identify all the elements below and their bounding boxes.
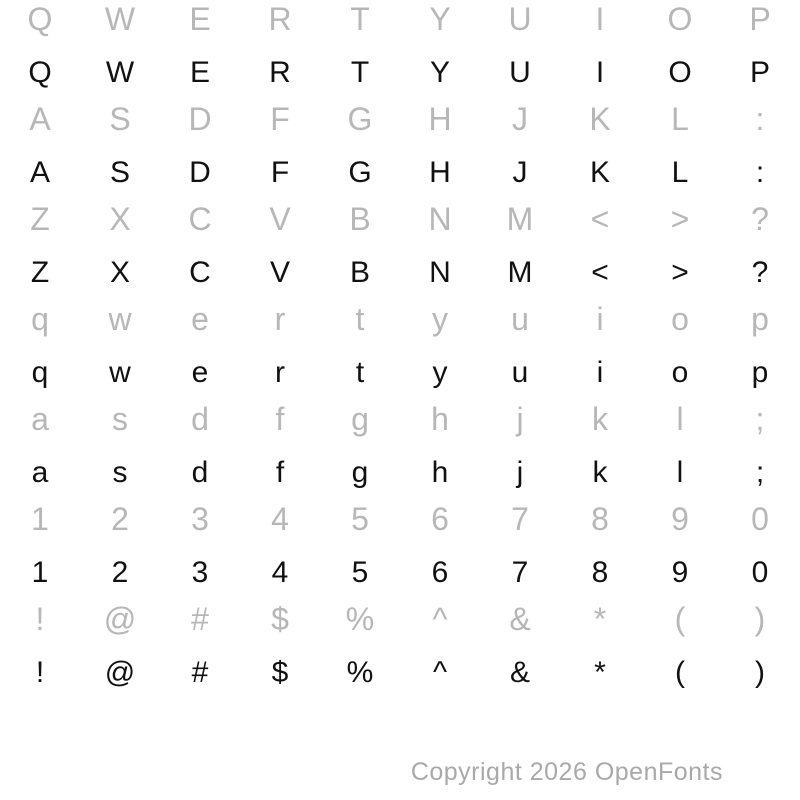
glyph-cell: M — [507, 256, 533, 289]
glyph-cell: 8 — [591, 556, 609, 589]
glyph-cell: e — [191, 356, 209, 389]
glyph-cell: * — [594, 656, 606, 689]
glyph-cell: 4 — [271, 556, 289, 589]
char-row-ghost — [0, 603, 800, 635]
glyph-cell: s — [112, 401, 128, 437]
glyph-cell: A — [29, 156, 50, 189]
glyph-cell: C — [188, 201, 212, 237]
char-row-ghost — [0, 403, 800, 435]
glyph-cell: 8 — [591, 501, 609, 537]
glyph-cell: h — [431, 401, 449, 437]
glyph-cell: p — [751, 356, 769, 389]
glyph-cell: J — [512, 101, 528, 137]
glyph-cell: D — [189, 156, 211, 189]
glyph-cell: ^ — [432, 601, 448, 637]
glyph-cell: X — [109, 201, 131, 237]
char-row-main — [0, 58, 800, 88]
glyph-cell: ) — [754, 601, 766, 637]
glyph-cell: y — [432, 356, 448, 389]
glyph-cell: @ — [103, 601, 137, 637]
glyph-cell: 9 — [671, 556, 689, 589]
glyph-cell: & — [509, 656, 530, 689]
glyph-cell: Z — [30, 201, 50, 237]
glyph-cell: U — [509, 56, 531, 89]
glyph-cell: Q — [27, 1, 53, 37]
glyph-cell: K — [589, 156, 610, 189]
glyph-cell: e — [191, 301, 209, 337]
glyph-cell: ^ — [432, 656, 448, 689]
glyph-cell: N — [428, 201, 452, 237]
glyph-cell: $ — [271, 601, 289, 637]
glyph-cell: s — [112, 456, 128, 489]
glyph-cell: f — [275, 401, 285, 437]
glyph-cell: B — [349, 256, 370, 289]
glyph-cell: < — [590, 201, 610, 237]
glyph-cell: k — [592, 401, 608, 437]
glyph-cell: ; — [755, 401, 765, 437]
glyph-cell: V — [269, 256, 290, 289]
glyph-cell: l — [676, 456, 684, 489]
glyph-cell: 7 — [511, 501, 529, 537]
glyph-cell: : — [755, 156, 765, 189]
glyph-cell: ; — [755, 456, 765, 489]
glyph-cell: D — [188, 101, 212, 137]
glyph-cell: ! — [35, 656, 45, 689]
glyph-cell: d — [191, 401, 209, 437]
char-row-main — [0, 258, 800, 288]
char-row-ghost — [0, 103, 800, 135]
glyph-cell: : — [755, 101, 765, 137]
glyph-cell: Q — [28, 56, 52, 89]
glyph-cell: % — [345, 601, 375, 637]
glyph-cell: S — [109, 101, 131, 137]
glyph-cell: a — [31, 456, 49, 489]
glyph-cell: ! — [35, 601, 45, 637]
glyph-cell: 2 — [111, 501, 129, 537]
glyph-cell: 3 — [191, 556, 209, 589]
glyph-cell: # — [191, 656, 209, 689]
glyph-cell: B — [349, 201, 371, 237]
glyph-cell: E — [189, 1, 211, 37]
glyph-cell: j — [516, 456, 524, 489]
glyph-cell: T — [350, 56, 370, 89]
glyph-cell: g — [351, 456, 369, 489]
char-row-main — [0, 158, 800, 188]
glyph-cell: 0 — [751, 501, 769, 537]
glyph-cell: 6 — [431, 556, 449, 589]
glyph-cell: l — [676, 401, 684, 437]
glyph-cell: d — [191, 456, 209, 489]
char-row-main — [0, 458, 800, 488]
glyph-cell: 9 — [671, 501, 689, 537]
glyph-cell: a — [31, 401, 49, 437]
glyph-cell: I — [595, 1, 605, 37]
glyph-cell: o — [671, 356, 689, 389]
glyph-cell: q — [31, 301, 49, 337]
glyph-cell: I — [595, 56, 605, 89]
glyph-cell: O — [668, 56, 692, 89]
glyph-cell: i — [596, 301, 604, 337]
glyph-cell: P — [749, 56, 770, 89]
glyph-cell: 1 — [31, 556, 49, 589]
glyph-cell: U — [508, 1, 532, 37]
glyph-cell: M — [506, 201, 534, 237]
glyph-cell: > — [670, 201, 690, 237]
glyph-cell: 3 — [191, 501, 209, 537]
glyph-cell: P — [749, 1, 771, 37]
glyph-cell: w — [109, 356, 131, 389]
glyph-cell: g — [351, 401, 369, 437]
glyph-cell: w — [108, 301, 132, 337]
glyph-cell: N — [429, 256, 451, 289]
glyph-cell: H — [429, 156, 451, 189]
glyph-cell: T — [350, 1, 370, 37]
copyright-text: Copyright 2026 OpenFonts — [410, 758, 723, 786]
glyph-cell: i — [596, 356, 604, 389]
glyph-cell: u — [511, 301, 529, 337]
glyph-cell: A — [29, 101, 51, 137]
glyph-cell: y — [432, 301, 448, 337]
glyph-cell: > — [671, 256, 689, 289]
glyph-cell: Y — [429, 1, 451, 37]
glyph-cell: H — [428, 101, 452, 137]
glyph-cell: 2 — [111, 556, 129, 589]
glyph-cell: # — [191, 601, 209, 637]
char-row-main — [0, 358, 800, 388]
glyph-cell: S — [109, 156, 130, 189]
glyph-cell: C — [189, 256, 211, 289]
glyph-cell: r — [274, 301, 286, 337]
glyph-cell: L — [671, 156, 689, 189]
glyph-cell: ) — [755, 656, 765, 689]
glyph-cell: R — [269, 56, 291, 89]
glyph-cell: Z — [30, 256, 50, 289]
char-row-main — [0, 658, 800, 688]
glyph-cell: ? — [751, 201, 769, 237]
glyph-cell: F — [270, 101, 290, 137]
glyph-cell: r — [275, 356, 285, 389]
glyph-cell: L — [671, 101, 689, 137]
glyph-cell: 6 — [431, 501, 449, 537]
char-row-ghost — [0, 203, 800, 235]
glyph-cell: E — [189, 56, 210, 89]
glyph-cell: f — [275, 456, 285, 489]
glyph-cell: 7 — [511, 556, 529, 589]
glyph-cell: Y — [429, 56, 450, 89]
glyph-cell: 4 — [271, 501, 289, 537]
glyph-cell: G — [348, 156, 372, 189]
glyph-cell: o — [671, 301, 689, 337]
glyph-cell: * — [593, 601, 607, 637]
glyph-cell: 1 — [31, 501, 49, 537]
glyph-cell: V — [269, 201, 291, 237]
glyph-cell: R — [268, 1, 292, 37]
glyph-cell: & — [509, 601, 531, 637]
glyph-cell: ( — [674, 601, 686, 637]
glyph-cell: ( — [675, 656, 685, 689]
glyph-cell: K — [589, 101, 611, 137]
glyph-cell: t — [355, 301, 365, 337]
glyph-cell: W — [105, 56, 135, 89]
glyph-cell: 5 — [351, 556, 369, 589]
glyph-cell: G — [347, 101, 373, 137]
glyph-cell: X — [109, 256, 130, 289]
glyph-cell: k — [592, 456, 608, 489]
glyph-cell: % — [346, 656, 374, 689]
glyph-cell: J — [512, 156, 528, 189]
char-row-ghost — [0, 3, 800, 35]
char-row-ghost — [0, 503, 800, 535]
glyph-cell: 0 — [751, 556, 769, 589]
glyph-cell: p — [751, 301, 769, 337]
glyph-cell: t — [355, 356, 365, 389]
glyph-cell: W — [104, 1, 136, 37]
glyph-cell: h — [431, 456, 449, 489]
glyph-cell: u — [511, 356, 529, 389]
glyph-cell: ? — [751, 256, 769, 289]
char-row-main — [0, 558, 800, 588]
glyph-cell: F — [270, 156, 290, 189]
char-row-ghost — [0, 303, 800, 335]
glyph-cell: $ — [271, 656, 289, 689]
glyph-cell: 5 — [351, 501, 369, 537]
glyph-cell: q — [31, 356, 49, 389]
glyph-cell: < — [591, 256, 609, 289]
glyph-cell: @ — [104, 656, 136, 689]
glyph-cell: j — [516, 401, 524, 437]
glyph-cell: O — [667, 1, 693, 37]
